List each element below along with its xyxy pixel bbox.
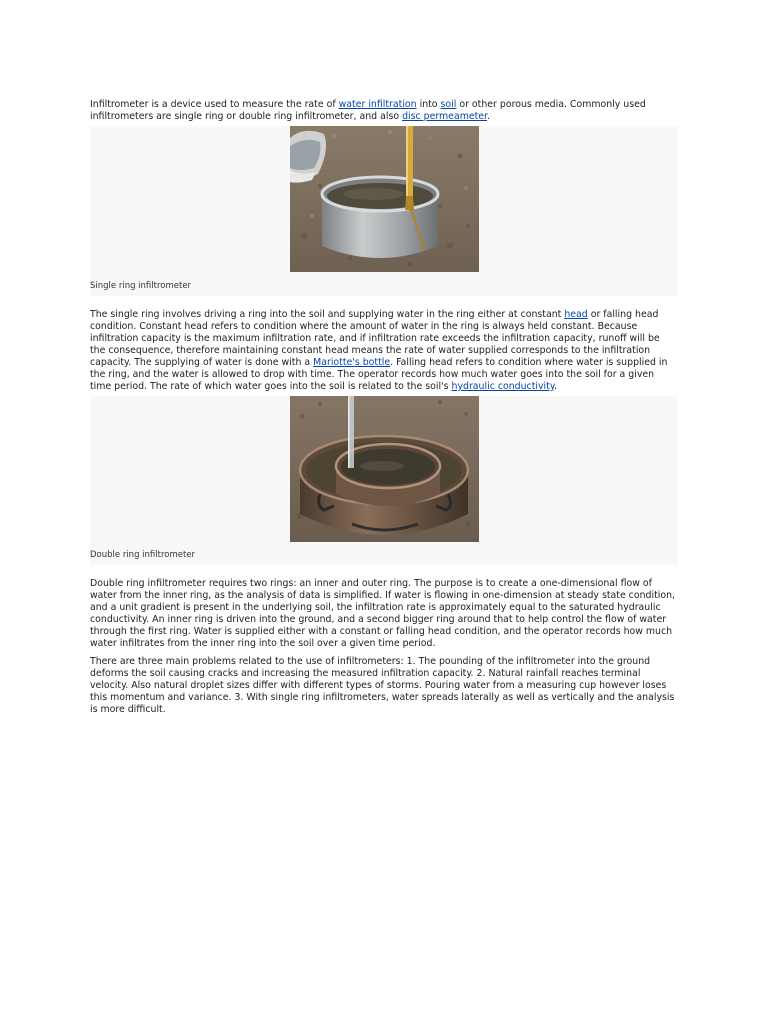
single-ring-paragraph [90, 309, 678, 393]
intro-paragraph [90, 99, 678, 123]
single-text: or falling head condition. Constant head refers to condition where the amount of water in the ring is always held constant. Because infiltration capacity is the maximum infiltration rate, and if infiltration rate exceeds the infiltration capacity, runoff will be the consequence, therefore maintaining constant head means the rate of water supplied corresponds to the infiltration capacity. The supplying of water is done with a [90, 309, 660, 368]
single-text: . [554, 381, 558, 392]
intro-text: or other porous media. Commonly used infiltrometers are single ring or double ring infiltrometer, and also [90, 99, 646, 122]
double-ring-figure [90, 396, 678, 565]
single-text: . Falling head refers to condition where water is supplied in the ring, and the water is allowed to drop with time. The operator records how much water goes into the soil for a given time period. The rate of which water goes into the soil is related to the soil's [90, 357, 668, 392]
hydraulic-conductivity-link[interactable]: hydraulic conductivity [451, 381, 555, 392]
intro-text: into [416, 99, 441, 110]
double-ring-caption: Double ring infiltrometer [90, 550, 196, 560]
single-ring-figure [90, 126, 678, 296]
problems-paragraph: There are three main problems related to the use of infiltrometers: 1. The pounding of the infiltrometer into the ground deforms the soil causing cracks and increasing the measured infiltration capacity. 2. Natural rainfall reaches terminal velocity. Also natural droplet sizes differ with different types of storms. Pouring water from a measuring cup however loses this momentum and variance. 3. With single ring infiltrometers, water spreads laterally as well as vertically and the analysis is more difficult. [90, 656, 675, 715]
single-ring-photo [290, 126, 479, 272]
soil-link[interactable]: soil [440, 99, 457, 110]
single-ring-caption: Single ring infiltrometer [90, 281, 192, 291]
head-link[interactable]: head [564, 309, 588, 320]
article [90, 99, 678, 716]
double-ring-photo [290, 396, 479, 542]
disc-permeameter-link[interactable]: disc permeameter [402, 111, 488, 122]
double-ring-paragraph: Double ring infiltrometer requires two rings: an inner and outer ring. The purpose is to create a one-dimensional flow of water from the inner ring, as the analysis of data is simplified. If water is flowing in one-dimension at steady state condition, and a unit gradient is present in the underlying soil, the infiltration rate is approximately equal to the saturated hydraulic conductivity. An inner ring is driven into the ground, and a second bigger ring around that to help control the flow of water through the first ring. Water is supplied either with a constant or falling head condition, and the operator records how much water infiltrates from the inner ring into the soil over a given time period. [90, 578, 676, 649]
water-infiltration-link[interactable]: water infiltration [338, 99, 417, 110]
mariottes-bottle-link[interactable]: Mariotte's bottle [313, 357, 391, 368]
intro-text: . [487, 111, 491, 122]
intro-text: Infiltrometer is a device used to measure the rate of [90, 99, 339, 110]
single-ring-image [290, 126, 479, 272]
double-ring-image [290, 396, 479, 542]
single-text: The single ring involves driving a ring into the soil and supplying water in the ring either at constant [90, 309, 565, 320]
